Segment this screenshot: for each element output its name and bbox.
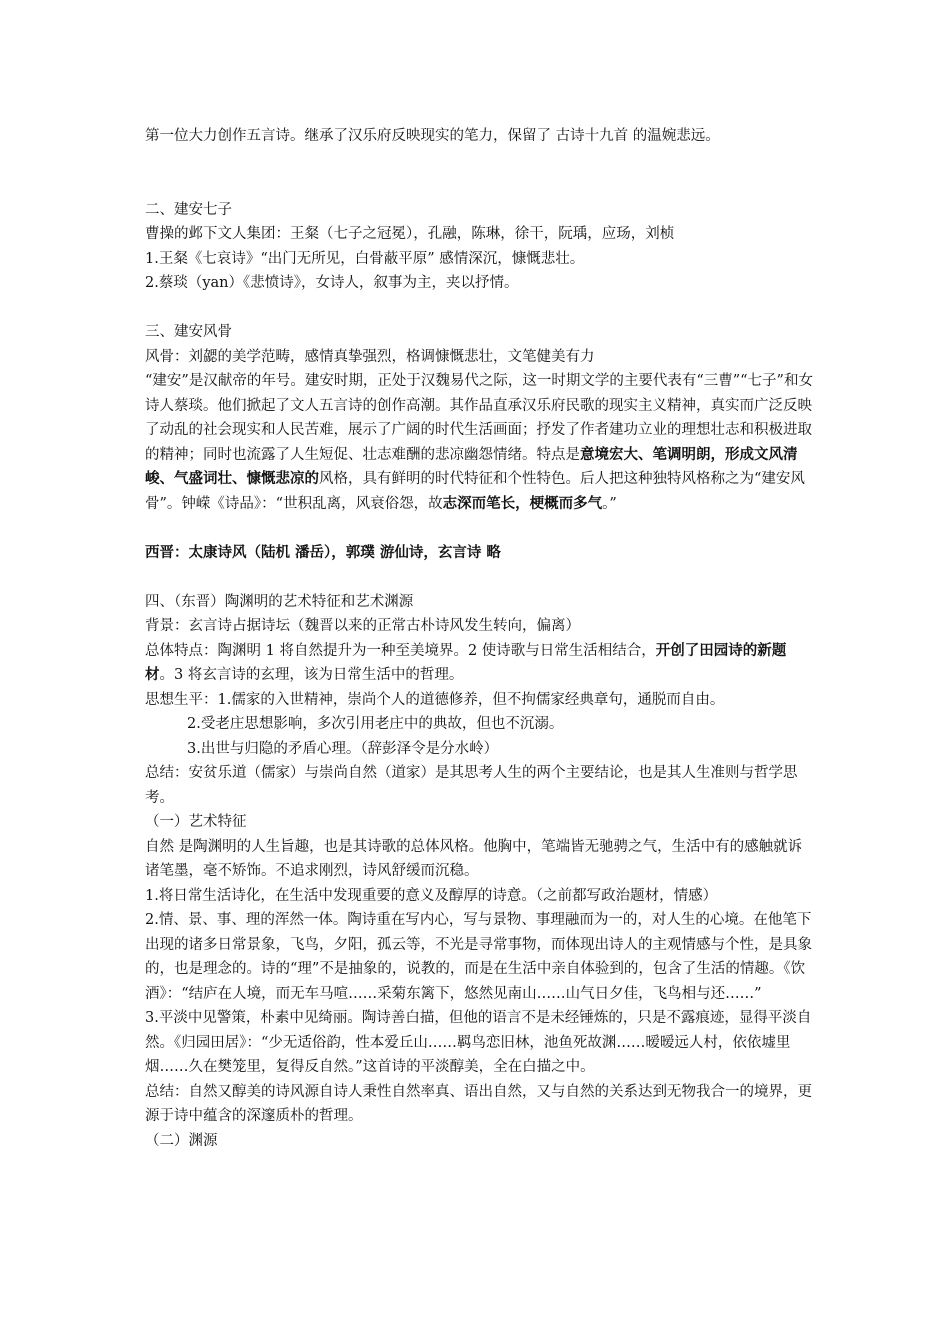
- line-yexia-group: 曹操的邺下文人集团：王粲（七子之冠冕），孔融，陈琳，徐干，阮瑀，应玚，刘桢: [145, 226, 675, 242]
- paragraph-summary-style: 总结：自然又醇美的诗风源自诗人秉性自然率真、语出自然，又与自然的关系达到无物我合一的境界，更源于诗中蕴含的深邃质朴的哲理。: [145, 1083, 812, 1124]
- bold-span: 意境宏大、笔调明朗，形成文风清峻、气盛词壮、慷慨悲凉的: [145, 445, 798, 487]
- line-cai-yan: 2.蔡琰（yan）《悲愤诗》，女诗人，叙事为主，夹以抒情。: [145, 275, 519, 291]
- paragraph-summary-thought: 总结：安贫乐道（儒家）与崇尚自然（道家）是其思考人生的两个主要结论，也是其人生准则与哲学思考。: [145, 765, 798, 806]
- heading-jianan-seven-masters: 二、建安七子: [145, 201, 232, 218]
- paragraph-trait-2: 2.情、景、事、理的浑然一体。陶诗重在写内心，写与景物、事理融而为一的，对人生的心境。在他笔下出现的诸多日常景象，飞鸟，夕阳，孤云等，不光是寻常事物，而体现出诗人的主观情感与个性，是具象的，也是理念的。诗的“理”不是抽象的，说教的，而是在生活中亲自体验到的，包含了生活的情趣。《饮酒》：“结庐在人境，而无车马喧……采菊东篱下，悠然见南山……山气日夕佳，飞鸟相与还……”: [145, 912, 812, 1002]
- line-thought-2: 2.受老庄思想影响，多次引用老庄中的典故，但也不沉溺。: [187, 716, 564, 732]
- line-thought-3: 3.出世与归隐的矛盾心理。（辞彭泽令是分水岭）: [187, 740, 499, 757]
- line-western-jin: [145, 541, 815, 566]
- paragraph-overall-traits: [145, 639, 815, 688]
- heading-jianan-fenggu: 三、建安风骨: [145, 324, 232, 340]
- line-fenggu-definition: 风骨：刘勰的美学范畴，感情真挚强烈，格调慷慨悲壮，文笔健美有力: [145, 348, 595, 365]
- paragraph-trait-3: 3.平淡中见警策，朴素中见绮丽。陶诗善白描，但他的语言不是未经锤炼的，只是不露痕迹，显得平淡自然。《归园田居》：“少无适俗韵，性本爱丘山……羁鸟恋旧林，池鱼死故渊……暧暧远人村，依依墟里烟……久在樊笼里，复得反自然。”这首诗的平淡醇美，全在白描之中。: [145, 1010, 812, 1075]
- text-span: 总体特点：陶渊明 1 将自然提升为一种至美境界。2 使诗歌与日常生活相结合，: [145, 642, 656, 659]
- paragraph-jianan-era: [145, 369, 815, 516]
- paragraph-nature: 自然 是陶渊明的人生旨趣，也是其诗歌的总体风格。他胸中，笔端皆无驰骋之气，生活中有的感触就诉诸笔墨，毫不矫饰。不追求刚烈，诗风舒缓而沉稳。: [145, 838, 803, 879]
- line-background: 背景：玄言诗占据诗坛（魏晋以来的正常古朴诗风发生转向，偏离）: [145, 618, 580, 634]
- bold-span: 西晋：太康诗风（陆机 潘岳），郭璞 游仙诗，玄言诗 略: [145, 543, 501, 561]
- subheading-origins: （二）渊源: [145, 1132, 218, 1149]
- text-span: 。3 将玄言诗的玄理，该为日常生活中的哲理。: [159, 667, 464, 683]
- subheading-art-traits: （一）艺术特征: [145, 814, 247, 830]
- bold-span: 开创了田园诗的新题材: [145, 641, 787, 683]
- document-page: [145, 124, 815, 1153]
- text-span: 。”: [602, 495, 617, 512]
- line-thought-1: 思想生平：1.儒家的入世精神，崇尚个人的道德修养，但不拘儒家经典章句，通脱而自由。: [145, 691, 725, 708]
- text-span: 风格，具有鲜明的时代特征和个性特色。后人把这种独特风格称之为“建安风骨”。钟嵘《诗品》：“世积乱离，风衰俗怨，故: [145, 471, 805, 512]
- line-wang-can: 1.王粲《七哀诗》“出门无所见，白骨蔽平原” 感情深沉，慷慨悲壮。: [145, 250, 585, 267]
- line-trait-1: 1.将日常生活诗化，在生活中发现重要的意义及醇厚的诗意。（之前都写政治题材，情感）: [145, 887, 718, 904]
- bold-span: 志深而笔长，梗概而多气: [442, 494, 603, 512]
- heading-tao-yuanming: 四、（东晋）陶渊明的艺术特征和艺术渊源: [145, 593, 414, 610]
- text-span: “建安”是汉献帝的年号。建安时期，正处于汉魏易代之际，这一时期文学的主要代表有“三曹”“七子”和女诗人蔡琰。他们掀起了文人五言诗的创作高潮。其作品直承汉乐府民歌的现实主义精神，真实而广泛反映了动乱的社会现实和人民苦难，展示了广阔的时代生活画面；抒发了作者建功立业的理想壮志和积极进取的精神；同时也流露了人生短促、壮志难酬的悲凉幽怨情绪。特点是: [145, 373, 813, 463]
- paragraph-five-character-poetry: 第一位大力创作五言诗。继承了汉乐府反映现实的笔力，保留了 古诗十九首 的温婉悲远。: [145, 128, 720, 144]
